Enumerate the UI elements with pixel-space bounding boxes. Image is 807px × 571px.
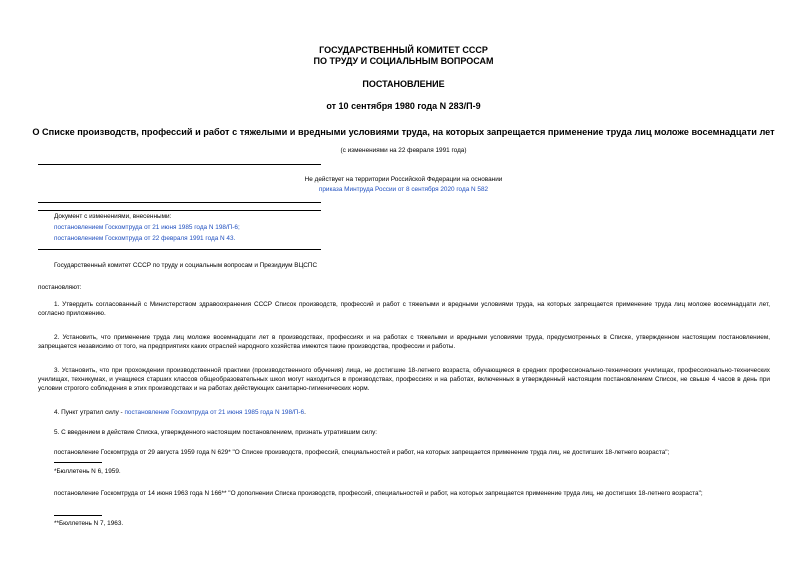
paragraph-4 xyxy=(54,408,306,417)
org-name-line2: ПО ТРУДУ И СОЦИАЛЬНЫМ ВОПРОСАМ xyxy=(313,56,494,66)
footnote-2: **Бюллетень N 7, 1963. xyxy=(54,520,124,527)
status-text: Не действует на территории Российской Федерации на основании xyxy=(304,176,503,183)
resolves-text: постановляют: xyxy=(38,284,82,291)
paragraph-6: постановление Госкомтруда от 29 августа 1959 года N 629* "О Списке производств, профессий, специальностей и работ, на которых запрещается применение труда лиц, не достигших 18-летнего возраста"; xyxy=(54,449,670,456)
document-type: ПОСТАНОВЛЕНИЕ xyxy=(362,79,445,89)
footnote-divider xyxy=(54,462,102,463)
footnote-1: *Бюллетень N 6, 1959. xyxy=(54,468,121,475)
changes-label: Документ с изменениями, внесенными: xyxy=(54,213,172,220)
amendments-note: (с изменениями на 22 февраля 1991 года) xyxy=(340,147,467,154)
divider xyxy=(38,164,321,165)
org-name-line1: ГОСУДАРСТВЕННЫЙ КОМИТЕТ СССР xyxy=(319,45,488,55)
change-link-1[interactable]: постановлением Госкомтруда от 21 июня 1985 года N 198/П-6; xyxy=(54,224,240,231)
paragraph-4-suffix: . xyxy=(304,409,306,416)
footnote-divider xyxy=(54,515,102,516)
intro-paragraph: Государственный комитет СССР по труду и социальным вопросам и Президиум ВЦСПС xyxy=(54,262,318,269)
change-link-2[interactable]: постановлением Госкомтруда от 22 февраля 1991 года N 43. xyxy=(54,235,236,242)
paragraph-4-link[interactable]: постановление Госкомтруда от 21 июня 1985 года N 198/П-6 xyxy=(124,409,305,416)
divider xyxy=(38,210,321,211)
paragraph-1: 1. Утвердить согласованный с Министерством здравоохранения СССР Список производств, профессий и работ с тяжелыми и вредными условиями труда, на которых запрещается применение труда лиц моложе восемнадцати лет, согласно приложению. xyxy=(38,301,770,318)
status-link[interactable]: приказа Минтруда России от 8 сентября 2020 года N 582 xyxy=(318,186,489,193)
paragraph-5: 5. С введением в действие Списка, утвержденного настоящим постановлением, признать утратившим силу: xyxy=(54,429,378,436)
paragraph-2: 2. Установить, что применение труда лиц моложе восемнадцати лет в производствах, профессиях и на работах с тяжелыми и вредными условиями труда, предусмотренных в Списке, утвержденном настоящим постановлением, запрещается независимо от того, на предприятиях каких отраслей народного хозяйства имеются такие производства, профессии и работы. xyxy=(38,334,770,351)
paragraph-4-prefix: 4. Пункт утратил силу - xyxy=(54,409,125,416)
document-title: О Списке производств, профессий и работ с тяжелыми и вредными условиями труда, на которых запрещается применение труда лиц моложе восемнадцати лет xyxy=(32,127,775,137)
divider xyxy=(38,249,321,250)
document-date-number: от 10 сентября 1980 года N 283/П-9 xyxy=(326,101,481,111)
divider xyxy=(38,202,321,203)
paragraph-3: 3. Установить, что при прохождении производственной практики (производственного обучения) лица, не достигшие 18-летнего возраста, обучающиеся в средних профессионально-технических училищах, профессионально-технических училищах, техникумах, и учащиеся старших классов общеобразовательных школ могут находиться в производствах, профессиях и на работах, включенных в утвержденный настоящим постановлением Список, не свыше 4 часов в день при условии строгого соблюдения в этих производствах и на работах действующих санитарно-гигиенических норм. xyxy=(38,367,770,393)
paragraph-7: постановление Госкомтруда от 14 июня 1963 года N 166** "О дополнении Списка производств, профессий, специальностей и работ, на которых запрещается применение труда лиц, не достигших 18-летнего возраста"; xyxy=(54,490,703,497)
